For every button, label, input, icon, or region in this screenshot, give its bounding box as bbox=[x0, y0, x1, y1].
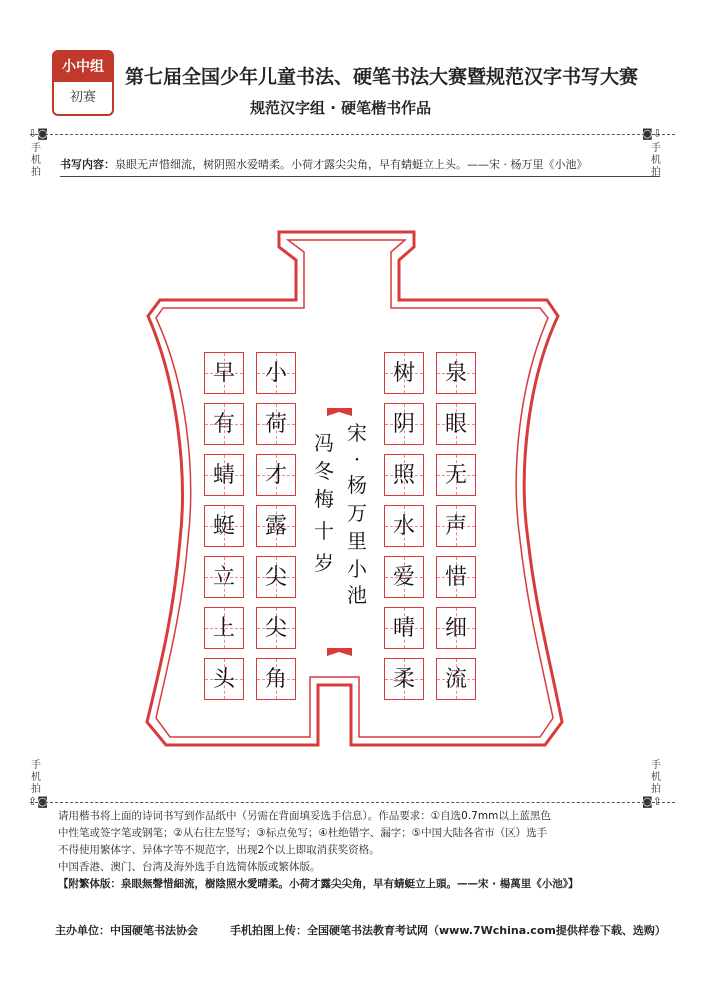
grid-cell bbox=[204, 505, 244, 547]
grid-cell bbox=[256, 658, 296, 700]
grid-cell bbox=[384, 505, 424, 547]
grid-cell bbox=[436, 607, 476, 649]
upload-text: 手机拍图上传：全国硬笔书法教育考试网（www.7Wchina.com提供样卷下载、选购） bbox=[230, 924, 666, 937]
signature-char: 冬 bbox=[314, 459, 334, 483]
poem-char: 有 bbox=[212, 412, 235, 437]
grid-cell bbox=[204, 454, 244, 496]
camera-icon: ⇧◙ bbox=[28, 795, 48, 808]
corner-label-top-right: 手 机 拍 bbox=[651, 143, 661, 178]
signature-char: 岁 bbox=[314, 551, 334, 575]
poem-char: 柔 bbox=[392, 667, 415, 692]
attribution-char: 小 bbox=[347, 557, 367, 581]
grid-cell bbox=[204, 403, 244, 445]
camera-icon: ◙⇧ bbox=[642, 795, 662, 808]
corner-label-top-left: 手 机 拍 bbox=[31, 143, 41, 178]
grid-cell bbox=[256, 505, 296, 547]
grid-cell bbox=[436, 658, 476, 700]
attribution-char: 杨 bbox=[347, 473, 367, 497]
grid-cell bbox=[256, 454, 296, 496]
grid-cell bbox=[384, 352, 424, 394]
poem-char: 露 bbox=[264, 514, 287, 539]
top-ribbon-mark bbox=[327, 408, 352, 416]
grid-cell bbox=[384, 556, 424, 598]
signature-char: 冯 bbox=[314, 431, 334, 455]
bottom-ribbon-mark bbox=[327, 648, 352, 656]
attribution-char: 里 bbox=[347, 529, 367, 553]
grid-cell bbox=[384, 658, 424, 700]
organizer-text: 主办单位：中国硬笔书法协会 bbox=[55, 924, 198, 937]
page-title: 第七届全国少年儿童书法、硬笔书法大赛暨规范汉字书写大赛 bbox=[125, 66, 639, 88]
grid-cell bbox=[256, 556, 296, 598]
requirement-line: 【附繁体版：泉眼無聲惜細流，樹陰照水愛晴柔。小荷才露尖尖角，早有蜻蜓立上頭。——宋 · 楊萬里《小池》】 bbox=[58, 878, 579, 890]
requirement-line: 不得使用繁体字、异体字等不规范字，出现2个以上即取消获奖资格。 bbox=[58, 844, 380, 856]
camera-icon: ⇩◙ bbox=[28, 127, 48, 140]
requirement-line: 请用楷书将上面的诗词书写到作品纸中（另需在背面填妥选手信息）。作品要求：①自选0.7mm以上蓝黑色 bbox=[58, 810, 551, 822]
group-label: 小中组 bbox=[54, 52, 112, 82]
poem-char: 泉 bbox=[444, 361, 467, 386]
poem-char: 细 bbox=[444, 616, 467, 641]
content-text: 泉眼无声惜细流，树阴照水爱晴柔。小荷才露尖尖角，早有蜻蜓立上头。——宋 · 杨万里《小池》 bbox=[115, 158, 588, 171]
attribution-char: 万 bbox=[347, 501, 367, 525]
poem-char: 惜 bbox=[444, 565, 467, 590]
requirement-line: 中国香港、澳门、台湾及海外选手自选简体版或繁体版。 bbox=[58, 861, 321, 873]
page-subtitle: 规范汉字组 · 硬笔楷书作品 bbox=[250, 99, 432, 117]
grid-cell bbox=[256, 403, 296, 445]
poem-char: 流 bbox=[444, 667, 467, 692]
poem-char: 小 bbox=[264, 361, 287, 386]
poem-char: 立 bbox=[212, 565, 235, 590]
poem-char: 树 bbox=[392, 361, 415, 386]
grid-cell bbox=[436, 556, 476, 598]
poem-char: 水 bbox=[392, 514, 415, 539]
attribution-char: · bbox=[353, 447, 361, 471]
poem-char: 尖 bbox=[264, 565, 287, 590]
grid-cell bbox=[436, 352, 476, 394]
content-label: 书写内容： bbox=[60, 158, 115, 171]
poem-char: 晴 bbox=[392, 616, 415, 641]
grid-cell bbox=[384, 403, 424, 445]
poem-char: 无 bbox=[444, 463, 467, 488]
poem-char: 阴 bbox=[392, 412, 415, 437]
grid-cell bbox=[436, 403, 476, 445]
grid-cell bbox=[204, 352, 244, 394]
poem-char: 上 bbox=[212, 616, 235, 641]
grid-cell bbox=[256, 607, 296, 649]
bottom-cut-line bbox=[30, 802, 675, 803]
grid-cell bbox=[204, 658, 244, 700]
poem-char: 蜓 bbox=[212, 514, 235, 539]
attribution-char: 宋 bbox=[347, 421, 367, 445]
corner-label-bottom-left: 手 机 拍 bbox=[31, 760, 41, 795]
poem-char: 才 bbox=[264, 463, 287, 488]
poem-char: 声 bbox=[444, 514, 467, 539]
requirement-line: 中性笔或签字笔或钢笔；②从右往左竖写；③标点免写；④杜绝错字、漏字；⑤中国大陆各省市（区）选手 bbox=[58, 827, 548, 839]
grid-cell bbox=[204, 556, 244, 598]
grid-cell bbox=[204, 607, 244, 649]
grid-cell bbox=[256, 352, 296, 394]
grid-cell bbox=[436, 454, 476, 496]
grid-cell bbox=[436, 505, 476, 547]
camera-icon: ◙⇩ bbox=[642, 127, 662, 140]
round-label: 初赛 bbox=[69, 90, 96, 105]
signature-char: 梅 bbox=[314, 487, 334, 511]
grid-cell bbox=[384, 454, 424, 496]
poem-char: 早 bbox=[212, 361, 235, 386]
poem-char: 照 bbox=[392, 463, 415, 488]
grid-cell bbox=[384, 607, 424, 649]
poem-char: 爱 bbox=[392, 565, 415, 590]
poem-char: 角 bbox=[264, 667, 287, 692]
requirements-text bbox=[58, 808, 658, 893]
poem-char: 荷 bbox=[264, 412, 287, 437]
poem-char: 眼 bbox=[444, 412, 467, 437]
corner-label-bottom-right: 手 机 拍 bbox=[651, 760, 661, 795]
poem-char: 蜻 bbox=[212, 463, 235, 488]
attribution-char: 池 bbox=[347, 583, 367, 607]
poem-char: 尖 bbox=[264, 616, 287, 641]
signature-char: 十 bbox=[314, 519, 334, 543]
poem-char: 头 bbox=[212, 667, 235, 692]
